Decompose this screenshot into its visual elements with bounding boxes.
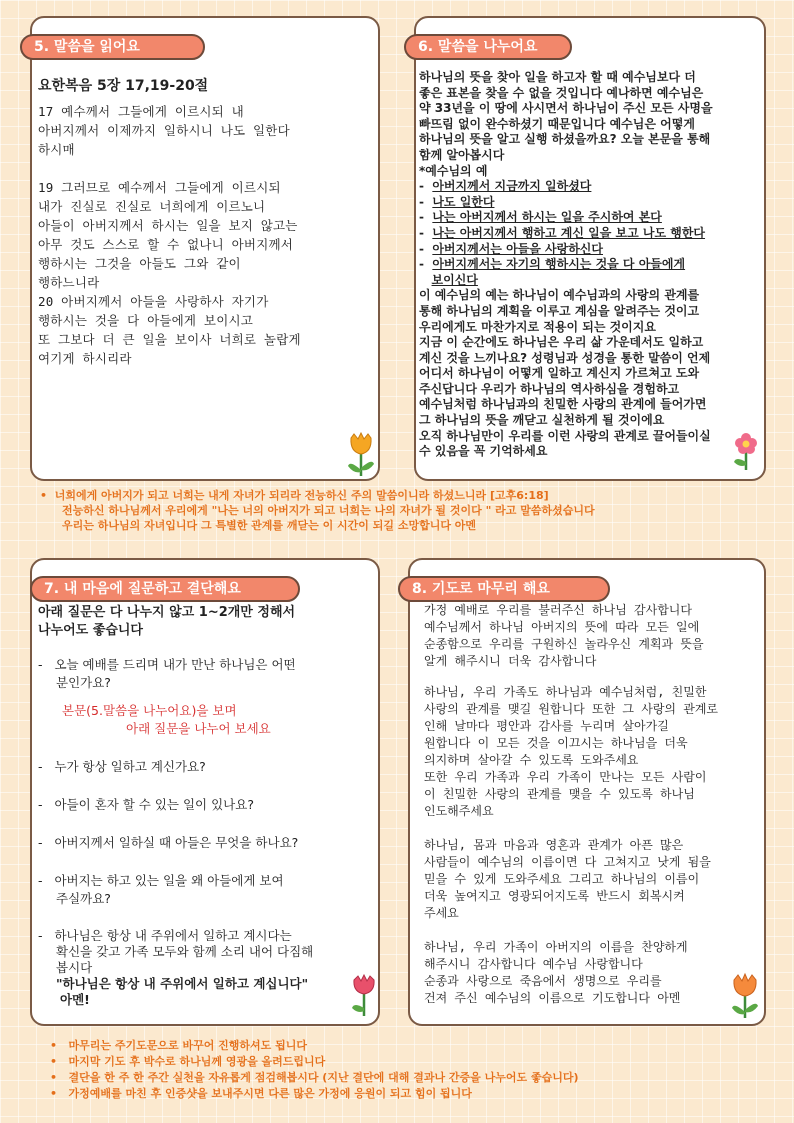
prayer-line: 하나님, 우리 가족이 아버지의 이름을 찬양하게: [424, 940, 688, 954]
question-item: - 아버지께서 일하실 때 아들은 무엇을 하나요?: [38, 835, 299, 850]
red-instruction: 아래 질문을 나누어 보세요: [126, 721, 271, 736]
prayer-line: 의지하며 살아갈 수 있도록 도와주세요: [424, 753, 639, 767]
verse-line: 19 그러므로 예수께서 그들에게 이르시되: [38, 180, 281, 195]
scripture-reference: 요한복음 5장 17,19-20절: [38, 78, 209, 94]
red-instruction: 본문(5.말씀을 나누어요)을 보며: [62, 703, 237, 718]
verse-line: 행하시는 그것을 아들도 그와 같이: [38, 256, 241, 271]
body-line: 예수님처럼 하나님과의 친밀한 사랑의 관계에 들어가면: [419, 397, 707, 412]
middle-note: • 너희에게 아버지가 되고 너희는 내게 자녀가 되리라 전능하신 주의 말씀이니라 하셨느니라 [고후6:18] 전능하신 하나님께서 우리에게 "나는 너의 아버지가 되고 너희는 나의 자녀가 될 것이다 " 라고 말씀하셨습니다 우리는 하나님의 자녀입니다 그 특별한 관계를 깨닫는 이 시간이 되길 소망합니다 아멘: [40, 488, 780, 533]
prayer-line: 인도해주세요: [424, 804, 494, 818]
heading-line: 나누어도 좋습니다: [38, 623, 143, 638]
verse-line: 아무 것도 스스로 할 수 없나니 아버지께서: [38, 237, 294, 252]
section6-box: [414, 16, 766, 481]
body-line: 이 예수님의 예는 하나님이 예수님과의 사랑의 관계를: [419, 288, 700, 303]
middle-note-line: 우리는 하나님의 자녀입니다 그 특별한 관계를 깨닫는 이 시간이 되길 소망합니다 아멘: [62, 519, 477, 532]
body-line: 그 하나님의 뜻을 깨닫고 실천하게 될 것이에요: [419, 413, 665, 428]
body-line: 어디서 하나님이 어떻게 일하고 계신지 가르쳐고 도와: [419, 366, 700, 381]
verse-line: 행하시는 것을 다 아들에게 보이시고: [38, 313, 254, 328]
intro-line: 함께 알아봅시다: [419, 147, 505, 162]
section5-box: [30, 16, 380, 481]
verse-line: 내가 진실로 진실로 너희에게 이르노니: [38, 199, 266, 214]
example-item: - 나도 일한다: [419, 194, 495, 209]
prayer-line: 이 친밀한 사랑의 관계를 맺을 수 있도록 하나님: [424, 787, 695, 801]
section8-box: [408, 558, 766, 1026]
bottom-notes: [50, 1038, 786, 1102]
intro-line: 하나님의 뜻을 찾아 일을 하고자 할 때 예수님보다 더: [419, 70, 696, 84]
red-tulip-icon: [350, 974, 378, 1018]
question-item: - 누가 항상 일하고 계신가요?: [38, 759, 206, 774]
intro-line: 좋은 표본을 찾을 수 없을 것입니다 예나하면 예수님은: [419, 85, 704, 100]
middle-note-line: 전능하신 하나님께서 우리에게 "나는 너의 아버지가 되고 너희는 나의 자녀가 될 것이다 " 라고 말씀하셨습니다: [62, 504, 595, 517]
example-item: - 아버지께서 지금까지 일하셨다: [419, 179, 592, 194]
bottom-note: • 결단을 한 주 한 주간 실천을 자유롭게 점검해봅시다 (지난 결단에 대해 결과나 간증을 나누어도 좋습니다): [50, 1071, 579, 1084]
question-item: - 아들이 혼자 할 수 있는 일이 있나요?: [38, 797, 254, 812]
body-line: 계신 것을 느끼나요? 성령님과 성경을 통한 말씀이 언제: [419, 350, 711, 365]
tulip-icon: [344, 430, 378, 478]
question-item: - 하나님은 항상 내 주위에서 일하고 계시다는 확신을 갖고 가족 모두와 함께 소리 내어 다짐해 봅시다 "하나님은 항상 내 주위에서 일하고 계십니다" 아멘!: [38, 928, 378, 1008]
prayer-line: 원합니다 이 모든 것을 이끄시는 하나님을 더욱: [424, 736, 688, 750]
example-item: - 아버지께서는 자기의 행하시는 것을 다 아들에게: [419, 257, 686, 272]
prayer-line: 가정 예배로 우리를 불러주신 하나님 감사합니다: [424, 603, 692, 617]
middle-note-verse: 너희에게 아버지가 되고 너희는 내게 자녀가 되리라 전능하신 주의 말씀이니라 하셨느니라 [고후6:18]: [54, 489, 549, 502]
section7-heading: [38, 604, 295, 640]
question-item: - 오늘 예배를 드리며 내가 만난 하나님은 어떤 분인가요? 본문(5.말씀을 나누어요)을 보며 아래 질문을 나누어 보세요: [38, 656, 378, 738]
verse-line: 20 아버지께서 아들을 사랑하사 자기가: [38, 294, 269, 309]
prayer-line: 순종과 사랑으로 죽음에서 생명으로 우리를: [424, 974, 662, 988]
orange-tulip-icon: [728, 972, 762, 1020]
prayer-line: 믿을 수 있게 도와주세요 그리고 하나님의 이름이: [424, 872, 700, 886]
example-item: - 나는 아버지께서 하시는 일을 주시하여 본다: [419, 210, 662, 225]
bottom-note: • 가정예배를 마친 후 인증샷을 보내주시면 다른 많은 가정에 응원이 되고 힘이 됩니다: [50, 1087, 472, 1100]
scripture-text: [38, 102, 380, 368]
intro-line: 하나님의 뜻을 알고 실행 하셨을까요? 오늘 본문을 통해: [419, 132, 711, 147]
question-item: - 아버지는 하고 있는 일을 왜 아들에게 보여 주실까요?: [38, 873, 284, 906]
prayer-text: [424, 602, 766, 1007]
prayer-line: 사람들이 예수님의 이름이면 다 고쳐지고 낫게 됨을: [424, 855, 711, 869]
body-line: 통해 하나님의 계획을 이루고 계심을 알려주는 것이고: [419, 303, 700, 318]
heading-line: 아래 질문은 다 나누지 않고 1~2개만 정해서: [38, 605, 296, 620]
verse-line: 또 그보다 더 큰 일을 보이사 너희로 놀랍게: [38, 332, 301, 347]
prayer-line: 더욱 높여지고 영광되어지도록 반드시 회복시켜: [424, 889, 685, 903]
body-line: 오직 하나님만이 우리를 이런 사랑의 관계로 끌어들이실: [419, 428, 711, 443]
prayer-line: 하나님, 몸과 마음과 영혼과 관계가 아픈 많은: [424, 838, 684, 852]
prayer-line: 순종함으로 우리를 구원하신 놀라우신 계획과 뜻을: [424, 637, 704, 651]
body-line: 지금 이 순간에도 하나님은 우리 삶 가운데서도 일하고: [419, 335, 704, 350]
prayer-line: 또한 우리 가족과 우리 가족이 만나는 모든 사람이: [424, 770, 707, 784]
body-line: 주신답니다 우리가 하나님의 역사하심을 경험하고: [419, 381, 680, 396]
prayer-line: 알게 해주시니 더욱 감사합니다: [424, 654, 597, 668]
verse-line: 17 예수께서 그들에게 이르시되 내: [38, 104, 244, 119]
verse-line: 여기게 하시리라: [38, 351, 132, 366]
prayer-line: 해주시니 감사합니다 예수님 사랑합니다: [424, 957, 643, 971]
verse-line: 아버지께서 이제까지 일하시니 나도 일한다: [38, 123, 290, 138]
intro-line: 약 33년을 이 땅에 사시면서 하나님이 주신 모든 사명을: [419, 101, 713, 116]
prayer-line: 건져 주신 예수님의 이름으로 기도합니다 아멘: [424, 991, 681, 1005]
prayer-line: 사랑의 관계를 맺길 원합니다 또한 그 사랑의 관계로: [424, 702, 719, 716]
example-item: - 나는 아버지께서 행하고 계신 일을 보고 나도 행한다: [419, 225, 706, 240]
section6-tab: 6. 말씀을 나누어요: [404, 34, 572, 60]
prayer-line: 예수님께서 하나님 아버지의 뜻에 따라 모든 일에: [424, 620, 700, 634]
bottom-note: • 마지막 기도 후 박수로 하나님께 영광을 올려드립니다: [50, 1055, 326, 1068]
declaration: "하나님은 항상 내 주위에서 일하고 계십니다": [56, 976, 309, 991]
section8-tab: 8. 기도로 마무리 해요: [398, 576, 610, 602]
verse-line: 하시매: [38, 142, 75, 157]
section5-tab: 5. 말씀을 읽어요: [20, 34, 205, 60]
example-item: - 아버지께서는 아들을 사랑하신다: [419, 241, 603, 256]
bottom-note: • 마무리는 주기도문으로 바꾸어 진행하셔도 됩니다: [50, 1039, 307, 1052]
example-heading: *예수님의 예: [419, 163, 488, 178]
amen: 아멘!: [60, 992, 90, 1007]
verse-line: 아들이 아버지께서 하시는 일을 보지 않고는: [38, 218, 298, 233]
section7-box: [30, 558, 380, 1026]
question-list: [38, 656, 378, 1008]
section6-intro: [419, 70, 766, 460]
intro-line: 빠뜨림 없이 완수하셨기 때문입니다 예수님은 어떻게: [419, 116, 695, 131]
example-item: 보이신다: [431, 272, 478, 287]
section7-tab: 7. 내 마음에 질문하고 결단해요: [30, 576, 300, 602]
body-line: 우리에게도 마찬가지로 적용이 되는 것이지요: [419, 319, 656, 334]
body-line: 수 있음을 꼭 기억하세요: [419, 444, 548, 459]
prayer-line: 주세요: [424, 906, 459, 920]
prayer-line: 인해 날마다 평안과 감사를 누리며 살아가길: [424, 719, 669, 733]
pink-flower-icon: [732, 432, 764, 472]
prayer-line: 하나님, 우리 가족도 하나님과 예수님처럼, 친밀한: [424, 685, 707, 699]
verse-line: 행하느니라: [38, 275, 100, 290]
